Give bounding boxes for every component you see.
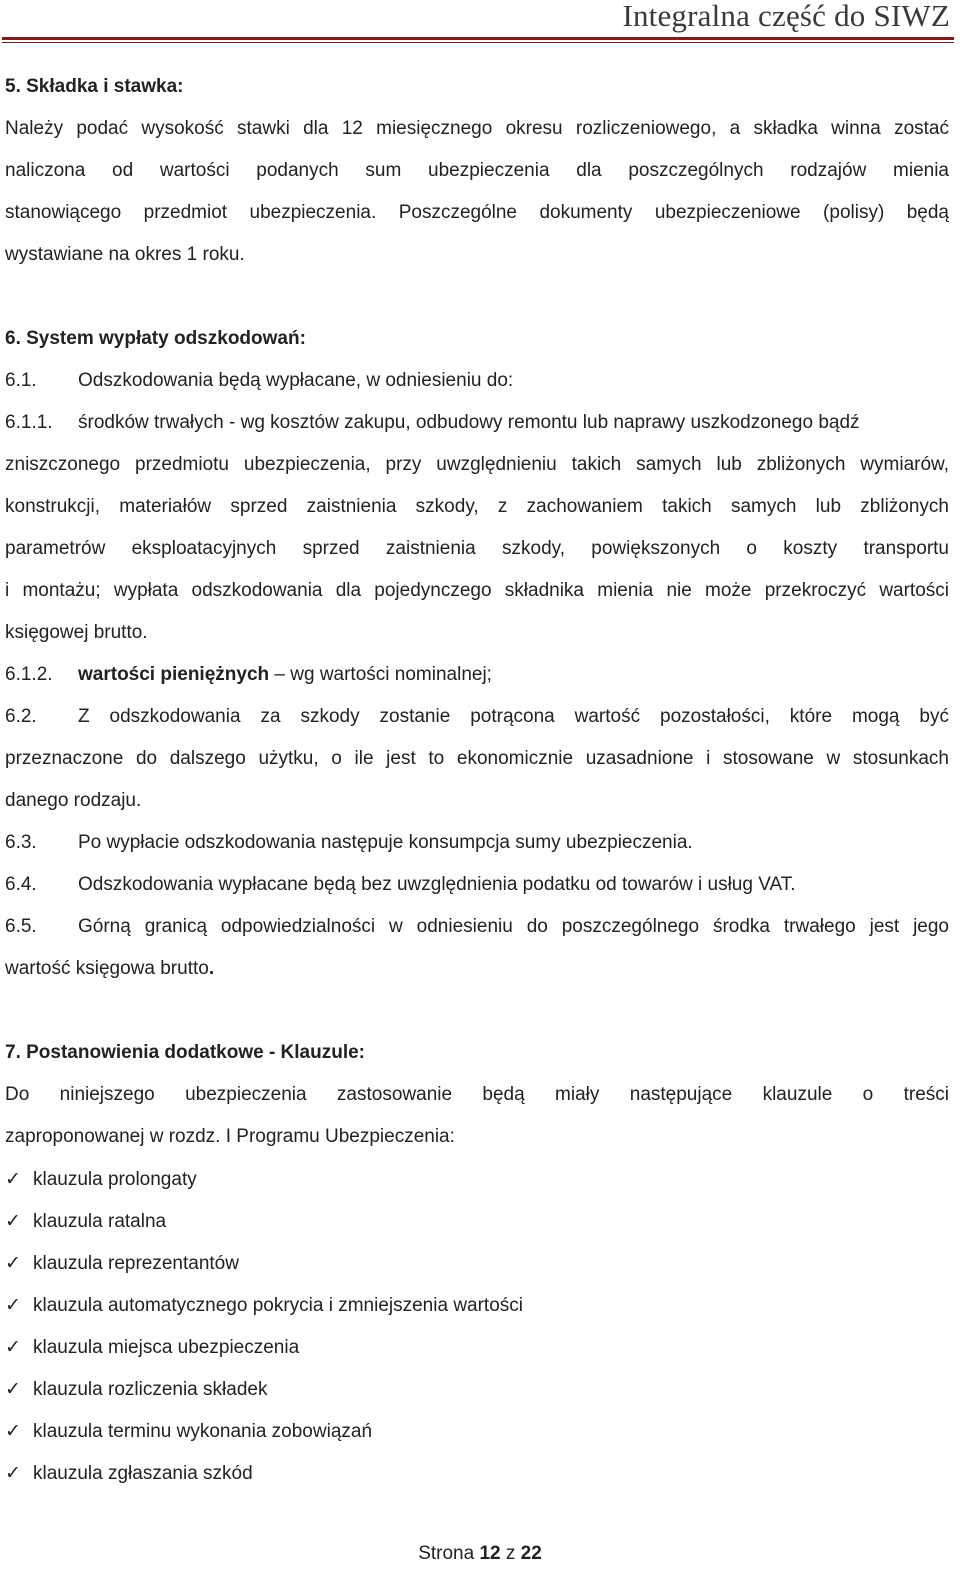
checkmark-icon: ✓ <box>5 1462 21 1484</box>
footer-page-total: 22 <box>520 1543 542 1564</box>
item-text: Po wypłacie odszkodowania następuje konsumpcja sumy ubezpieczenia. <box>78 832 693 853</box>
page-footer <box>0 1543 960 1565</box>
item-text: Górną granicą odpowiedzialności w odniesieniu do poszczególnego środka trwałego jest jego <box>78 916 949 937</box>
item-6-1-1-line-5: i montażu; wypłata odszkodowania dla pojedynczego składnika mienia nie może przekroczyć wartości <box>5 580 949 601</box>
item-number: 6.3. <box>5 832 37 853</box>
item-6-1-1-last: księgowej brutto. <box>5 622 148 643</box>
footer-middle: z <box>500 1543 521 1564</box>
clause-item <box>5 1284 949 1326</box>
clause-text: klauzula terminu wykonania zobowiązań <box>33 1421 373 1442</box>
checkmark-icon: ✓ <box>5 1294 21 1316</box>
clause-text: klauzula prolongaty <box>33 1169 197 1190</box>
checkmark-icon: ✓ <box>5 1210 21 1232</box>
clause-item <box>5 1410 949 1452</box>
section-5-line-1: Należy podać wysokość stawki dla 12 miesięcznego okresu rozliczeniowego, a składka winna zostać <box>5 118 949 139</box>
document-body <box>5 66 949 1494</box>
item-6-1-1-line-4: parametrów eksploatacyjnych sprzed zaistnienia szkody, powiększonych o koszty transportu <box>5 538 949 559</box>
item-6-1-1-line-2: zniszczonego przedmiotu ubezpieczenia, przy uwzględnieniu takich samych lub zbliżonych wymiarów, <box>5 454 949 475</box>
clause-text: klauzula ratalna <box>33 1211 167 1232</box>
item-bold-period: . <box>208 958 215 979</box>
item-text: – wg wartości nominalnej; <box>269 664 492 685</box>
item-6-2-first <box>5 696 949 738</box>
checkmark-icon: ✓ <box>5 1252 21 1274</box>
clause-item <box>5 1326 949 1368</box>
clause-text: klauzula zgłaszania szkód <box>33 1463 253 1484</box>
footer-prefix: Strona <box>418 1543 480 1564</box>
clause-text: klauzula automatycznego pokrycia i zmniejszenia wartości <box>33 1295 524 1316</box>
clause-item <box>5 1452 949 1494</box>
section-7-intro-line-1: Do niniejszego ubezpieczenia zastosowanie będą miały następujące klauzule o treści <box>5 1084 949 1105</box>
item-6-1-2 <box>5 654 949 696</box>
clause-text: klauzula rozliczenia składek <box>33 1379 268 1400</box>
item-6-5-last <box>5 948 949 990</box>
checkmark-icon: ✓ <box>5 1336 21 1358</box>
header-title: Integralna część do SIWZ <box>622 0 950 33</box>
clause-item <box>5 1200 949 1242</box>
checkmark-icon: ✓ <box>5 1378 21 1400</box>
section-5-line-4: wystawiane na okres 1 roku. <box>5 244 245 265</box>
item-6-1-1-first <box>5 402 949 444</box>
item-number: 6.1.1. <box>5 412 53 433</box>
item-6-4 <box>5 864 949 906</box>
item-6-5-first <box>5 906 949 948</box>
checkmark-icon: ✓ <box>5 1168 21 1190</box>
item-6-3 <box>5 822 949 864</box>
header-rule-thick <box>2 37 954 40</box>
section-6-heading: 6. System wypłaty odszkodowań: <box>5 328 306 349</box>
item-text: Odszkodowania wypłacane będą bez uwzględnienia podatku od towarów i usług VAT. <box>78 874 796 895</box>
item-6-1 <box>5 360 949 402</box>
item-number: 6.4. <box>5 874 37 895</box>
item-number: 6.1.2. <box>5 664 53 685</box>
footer-page-number: 12 <box>479 1543 501 1564</box>
item-6-2-last: danego rodzaju. <box>5 790 142 811</box>
item-text: wartość księgowa brutto <box>5 958 209 979</box>
clause-item <box>5 1158 949 1200</box>
spacer <box>5 990 949 1032</box>
section-5-line-2: naliczona od wartości podanych sum ubezpieczenia dla poszczególnych rodzajów mienia <box>5 160 949 181</box>
spacer <box>5 276 949 318</box>
item-text: Z odszkodowania za szkody zostanie potrącona wartość pozostałości, które mogą być <box>78 706 949 727</box>
item-text: Odszkodowania będą wypłacane, w odniesieniu do: <box>78 370 514 391</box>
item-6-2-line-2: przeznaczone do dalszego użytku, o ile jest to ekonomicznie uzasadnione i stosowane w stosunkach <box>5 748 949 769</box>
clause-list <box>5 1158 949 1494</box>
section-5-line-3: stanowiącego przedmiot ubezpieczenia. Poszczególne dokumenty ubezpieczeniowe (polisy) będą <box>5 202 949 223</box>
clause-text: klauzula reprezentantów <box>33 1253 239 1274</box>
clause-text: klauzula miejsca ubezpieczenia <box>33 1337 300 1358</box>
clause-item <box>5 1242 949 1284</box>
section-5-heading: 5. Składka i stawka: <box>5 76 184 97</box>
item-number: 6.1. <box>5 370 37 391</box>
checkmark-icon: ✓ <box>5 1420 21 1442</box>
header-rule-thin <box>2 42 954 43</box>
item-text: środków trwałych - wg kosztów zakupu, odbudowy remontu lub naprawy uszkodzonego bądź <box>78 412 860 433</box>
section-7-heading: 7. Postanowienia dodatkowe - Klauzule: <box>5 1042 365 1063</box>
item-bold-text: wartości pieniężnych <box>78 664 270 685</box>
section-7-intro-line-2: zaproponowanej w rozdz. I Programu Ubezpieczenia: <box>5 1126 455 1147</box>
item-number: 6.5. <box>5 916 37 937</box>
item-number: 6.2. <box>5 706 37 727</box>
clause-item <box>5 1368 949 1410</box>
item-6-1-1-line-3: konstrukcji, materiałów sprzed zaistnienia szkody, z zachowaniem takich samych lub zbliżonych <box>5 496 949 517</box>
